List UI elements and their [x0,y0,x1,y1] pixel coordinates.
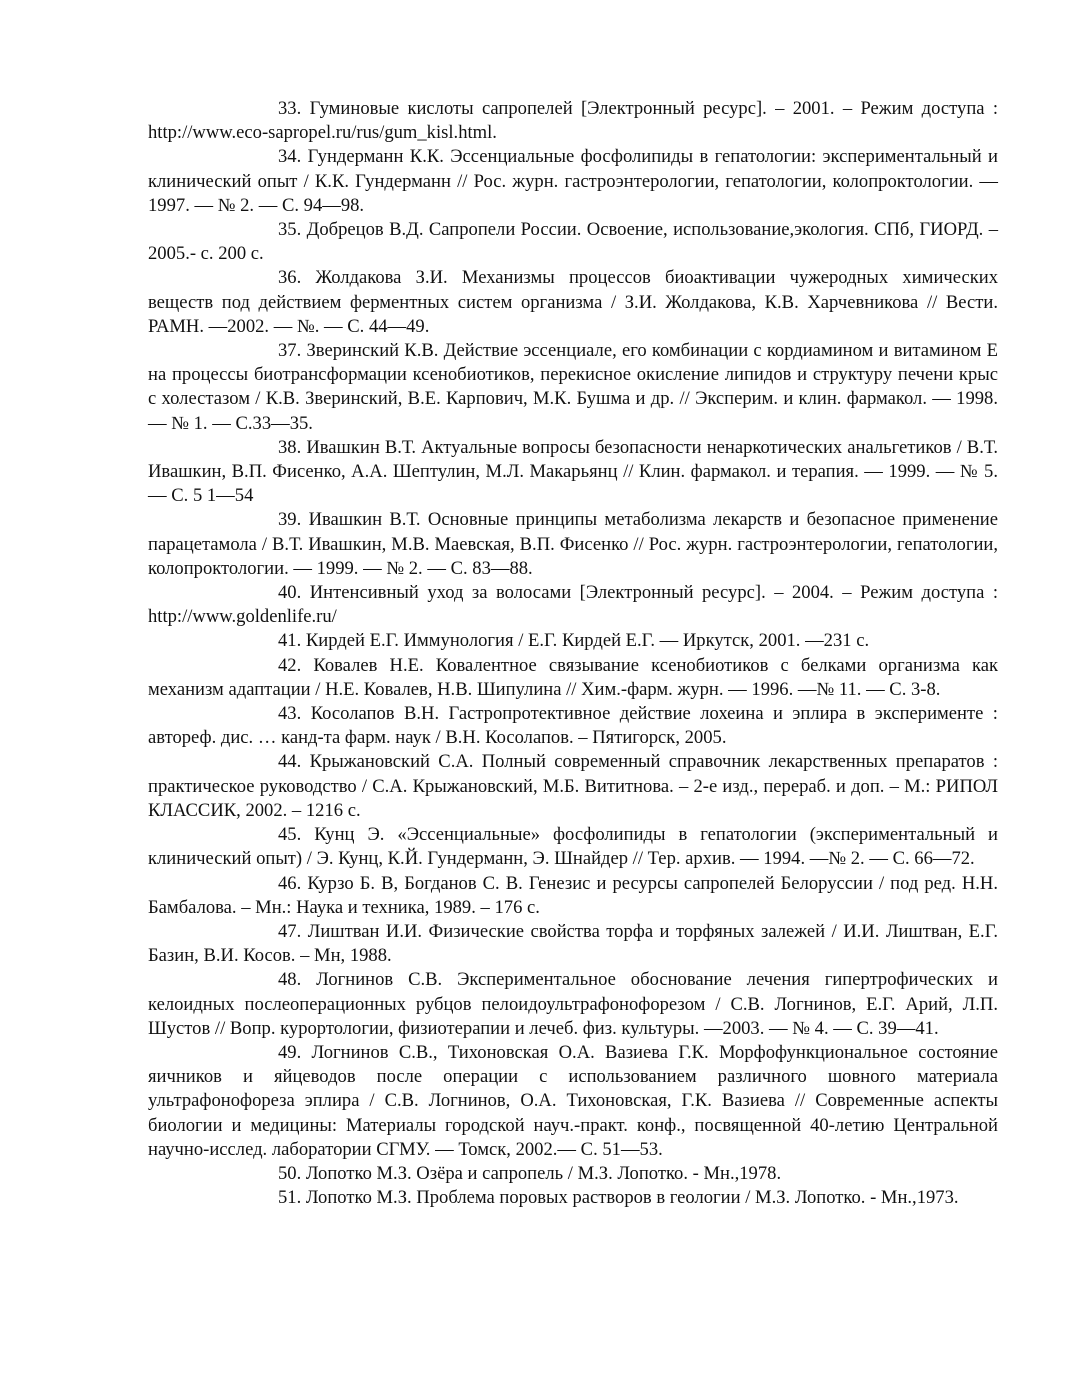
reference-text: Кунц Э. «Эссенциальные» фосфолипиды в гепатологии (экспериментальный и клинический опыт) / Э. Кунц, К.Й. Гундерманн, Э. Шнайдер // Тер. архив. — 1994. —№ 2. — С. 66—72. [148,824,998,870]
reference-text: Косолапов В.Н. Гастропротективное действие лохеина и эплира в эксперименте : автореф. дис. … канд-та фарм. наук / В.Н. Косолапов. – Пятигорск, 2005. [148,703,998,749]
reference-number: 38. [278,436,302,458]
reference-number: 44. [278,751,302,773]
reference-text: Лиштван И.И. Физические свойства торфа и торфяных залежей / И.И. Лиштван, Е.Г. Базин, В.И. Косов. – Мн, 1988. [148,920,998,967]
reference-item [148,145,998,218]
reference-item [148,920,998,968]
reference-number: 35. [278,219,302,241]
reference-text: Ивашкин В.Т. Актуальные вопросы безопасности ненаркотических анальгетиков / В.Т. Ивашкин, В.П. Фисенко, А.А. Шептулин, М.Л. Макарьянц // Клин. фармакол. и терапия. — 1999. — № 5.— С. 5 1—54 [148,436,998,507]
reference-number: 43. [278,703,302,725]
reference-number: 47. [278,920,302,942]
reference-number: 41. [278,630,302,652]
reference-item [148,968,998,1041]
reference-text: Ковалев Н.Е. Ковалентное связывание ксенобиотиков с белками организма как механизм адаптации / Н.Е. Ковалев, Н.В. Шипулина // Хим.-фарм. журн. — 1996. —№ 11. — С. 3-8. [148,654,998,700]
reference-item [148,750,998,823]
reference-item [148,702,998,750]
reference-item [148,436,998,509]
reference-item [148,339,998,436]
reference-item [148,1186,998,1210]
reference-item [148,823,998,871]
reference-item [148,581,998,629]
reference-number: 34. [278,146,302,168]
reference-text: Зверинский К.В. Действие эссенциале, его комбинации с кордиамином и витамином Е на процессы биотрансформации ксенобиотиков, перекисное окисление липидов и структуру печени крыс с холестазом / К.В. Зверинский, В.Е. Карпович, М.К. Бушма и др. // Эксперим. и клин. фармакол. — 1998. — № 1. — С.33—35. [148,340,998,434]
reference-item [148,218,998,266]
reference-number: 39. [278,509,302,531]
reference-item [148,1041,998,1162]
reference-item [148,508,998,581]
reference-item [148,872,998,920]
reference-number: 40. [278,582,302,604]
reference-item [148,1162,998,1186]
reference-text: Жолдакова З.И. Механизмы процессов биоактивации чужеродных химических веществ под действием ферментных систем организма / З.И. Жолдакова, К.В. Харчевникова // Вести. РАМН. —2002. — №. — С. 44—49. [148,267,998,337]
reference-number: 45. [278,824,302,846]
reference-number: 36. [278,267,302,289]
reference-list [148,97,998,1210]
reference-number: 49. [278,1041,302,1063]
reference-number: 37. [278,340,302,362]
reference-item [148,654,998,702]
reference-text: Интенсивный уход за волосами [Электронный ресурс]. – 2004. – Режим доступа : http://www.goldenlife.ru/ [148,582,999,628]
reference-item [148,266,998,339]
reference-text: Ивашкин В.Т. Основные принципы метаболизма лекарств и безопасное применение парацетамола / В.Т. Ивашкин, М.В. Маевская, В.П. Фисенко // Рос. журн. гастроэнтерологии, гепатологии, колопроктологии. — 1999. — № 2. — С. 83—88. [148,509,998,579]
reference-text: Лопотко М.З. Озёра и сапропель / М.З. Лопотко. - Мн.,1978. [305,1162,782,1184]
reference-text: Крыжановский С.А. Полный современный справочник лекарственных препаратов : практическое руководство / С.А. Крыжановский, М.Б. Вититнова. – 2-е изд., перераб. и доп. – М.: РИПОЛ КЛАССИК, 2002. – 1216 с. [148,751,998,821]
reference-number: 33. [278,98,302,119]
reference-text: Кирдей Е.Г. Иммунология / Е.Г. Кирдей Е.Г. — Иркутск, 2001. —231 с. [305,630,870,652]
reference-text: Логнинов С.В., Тихоновская О.А. Вазиева Г.К. Морфофункциональное состояние яичников и яйцеводов после операции с использованием различного шовного материала ультрафонофореза эплира / С.В. Логнинов, О.А. Тихоновская, Г.К. Вазиева // Современные аспекты биологии и медицины: Материалы городской науч.-практ. конф., посвященной 40-летию Центральной научно-исслед. лаборатории СГМУ. — Томск, 2002.— С. 51—53. [148,1041,998,1160]
reference-number: 51. [278,1187,302,1209]
reference-text: Логнинов С.В. Экспериментальное обоснование лечения гипертрофических и келоидных послеоперационных рубцов пелоидоультрафонофорезом / С.В. Логнинов, Е.Г. Арий, Л.П. Шустов // Вопр. курортологии, физиотерапии и лечеб. физ. культуры. —2003. — № 4. — С. 39—41. [148,969,998,1039]
reference-text: Гундерманн К.К. Эссенциальные фосфолипиды в гепатологии: экспериментальный и клинический опыт / К.К. Гундерманн // Рос. журн. гастроэнтерологии, гепатологии, колопроктологии. — 1997. — № 2. — С. 94—98. [148,146,998,216]
reference-text: Добрецов В.Д. Сапропели России. Освоение, использование,экология. СПб, ГИОРД. –2005.- с. 200 с. [148,219,998,265]
reference-item [148,629,998,653]
reference-text: Лопотко М.З. Проблема поровых растворов в геологии / М.З. Лопотко. - Мн.,1973. [305,1187,959,1209]
reference-number: 46. [278,872,302,894]
reference-text: Гуминовые кислоты сапропелей [Электронный ресурс]. – 2001. – Режим доступа : http://www.eco-sapropel.ru/rus/gum_kisl.html. [148,98,998,144]
reference-text: Курзо Б. В, Богданов С. В. Генезис и ресурсы сапропелей Белоруссии / под ред. Н.Н. Бамбалова. – Мн.: Наука и техника, 1989. – 176 с. [148,872,998,918]
reference-item [148,97,998,145]
reference-number: 50. [278,1162,302,1184]
reference-number: 42. [278,654,302,676]
reference-number: 48. [278,969,302,991]
